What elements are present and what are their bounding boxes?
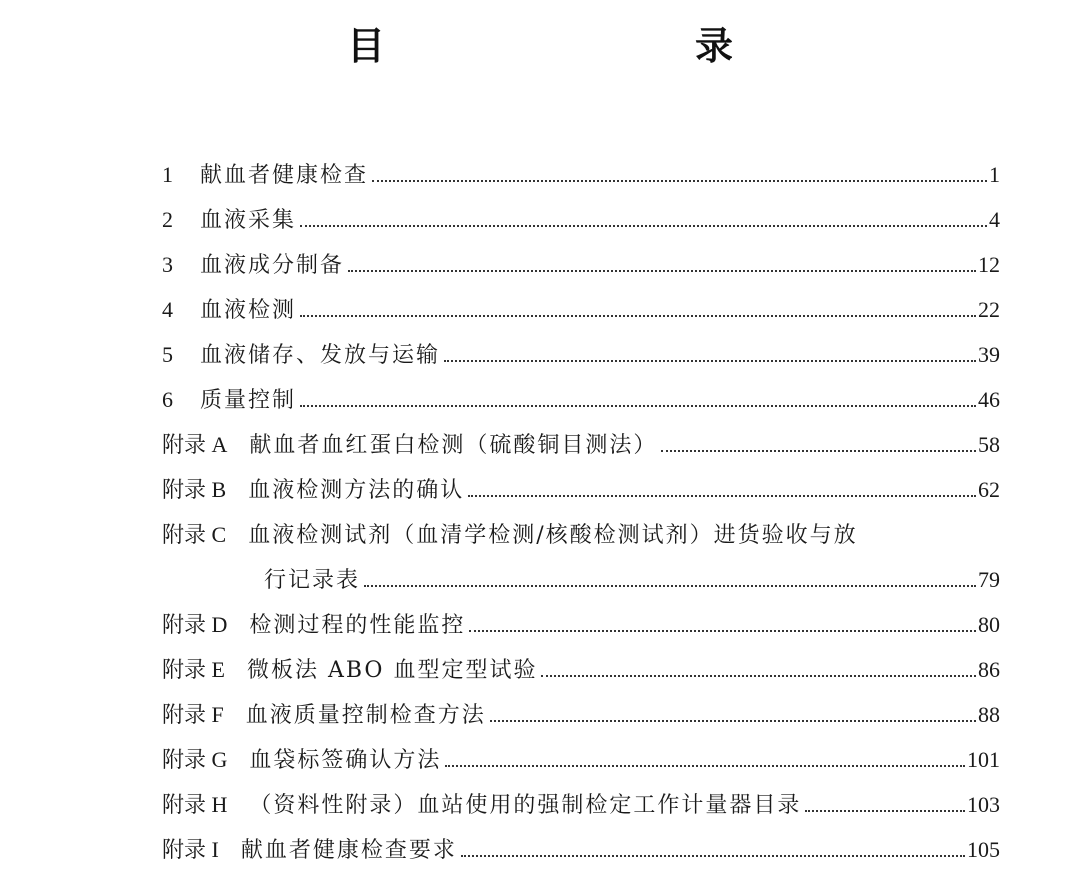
toc-entry-title: 献血者健康检查要求 xyxy=(240,838,457,863)
toc-entry-page: 86 xyxy=(978,657,1000,682)
toc-entry-number: 附录 E xyxy=(162,657,225,682)
toc-entry-title: 微板法 ABO 血型定型试验 xyxy=(246,658,538,683)
toc-entry-title: （资料性附录）血站使用的强制检定工作计量器目录 xyxy=(249,793,802,818)
toc-entry-title: 血液质量控制检查方法 xyxy=(245,703,486,728)
dot-leader xyxy=(348,269,976,272)
toc-entry-title: 血液检测 xyxy=(200,298,297,323)
toc-entry-number: 附录 H xyxy=(162,792,228,817)
toc-entry-number: 1 xyxy=(162,162,173,187)
toc-entry[interactable] xyxy=(162,647,1000,692)
toc-entry-page: 80 xyxy=(978,612,1000,637)
toc-entry-page: 1 xyxy=(989,162,1000,187)
toc-entry-number: 附录 B xyxy=(162,477,227,502)
toc-entry-title: 献血者血红蛋白检测（硫酸铜目测法） xyxy=(249,433,658,458)
toc-entry-number: 4 xyxy=(162,297,173,322)
toc-entry-page: 103 xyxy=(967,792,1000,817)
toc-entry[interactable] xyxy=(162,467,1000,512)
toc-entry-title: 质量控制 xyxy=(200,388,297,413)
page-title: 目 录 xyxy=(346,24,811,68)
toc-entry-number: 附录 F xyxy=(162,702,224,727)
toc-entry-page: 62 xyxy=(978,477,1000,502)
toc-entry-page: 79 xyxy=(978,567,1000,592)
toc-entry-page: 58 xyxy=(978,432,1000,457)
dot-leader xyxy=(300,404,976,407)
toc-entry-page: 46 xyxy=(978,387,1000,412)
toc-entry-number: 附录 I xyxy=(162,837,219,862)
dot-leader xyxy=(469,629,976,632)
toc-entry-page: 12 xyxy=(978,252,1000,277)
toc-entry-continuation[interactable] xyxy=(162,557,1000,602)
dot-leader xyxy=(300,224,987,227)
toc-entry-title: 血液检测试剂（血清学检测/核酸检测试剂）进货验收与放 xyxy=(248,523,858,548)
toc-entry-title: 血液成分制备 xyxy=(200,253,345,278)
dot-leader xyxy=(444,359,976,362)
toc-entry-title: 血袋标签确认方法 xyxy=(249,748,442,773)
toc-entry-page: 4 xyxy=(989,207,1000,232)
dot-leader xyxy=(445,764,965,767)
table-of-contents xyxy=(162,152,1000,872)
toc-entry[interactable] xyxy=(162,782,1000,827)
dot-leader xyxy=(541,674,976,677)
dot-leader xyxy=(490,719,976,722)
toc-entry-title: 血液检测方法的确认 xyxy=(248,478,465,503)
toc-entry-number: 附录 A xyxy=(162,432,228,457)
toc-entry[interactable] xyxy=(162,197,1000,242)
toc-entry[interactable] xyxy=(162,377,1000,422)
toc-entry-title: 检测过程的性能监控 xyxy=(249,613,466,638)
toc-entry-number: 3 xyxy=(162,252,173,277)
dot-leader xyxy=(661,449,976,452)
toc-entry-number: 附录 G xyxy=(162,747,228,772)
dot-leader xyxy=(461,854,965,857)
toc-entry[interactable] xyxy=(162,287,1000,332)
dot-leader xyxy=(364,584,976,587)
toc-entry-number: 附录 C xyxy=(162,522,227,547)
toc-entry-title: 血液采集 xyxy=(200,208,297,233)
dot-leader xyxy=(372,179,987,182)
toc-entry[interactable] xyxy=(162,737,1000,782)
toc-entry[interactable] xyxy=(162,422,1000,467)
toc-entry-page: 101 xyxy=(967,747,1000,772)
toc-entry[interactable] xyxy=(162,152,1000,197)
toc-entry-page: 39 xyxy=(978,342,1000,367)
toc-entry-number: 附录 D xyxy=(162,612,228,637)
toc-entry-number: 5 xyxy=(162,342,173,367)
dot-leader xyxy=(805,809,965,812)
toc-entry-page: 88 xyxy=(978,702,1000,727)
toc-entry[interactable] xyxy=(162,332,1000,377)
toc-entry-page: 22 xyxy=(978,297,1000,322)
toc-entry-title-continued: 行记录表 xyxy=(264,568,361,593)
toc-entry[interactable] xyxy=(162,512,1000,557)
toc-entry-page: 105 xyxy=(967,837,1000,862)
dot-leader xyxy=(468,494,976,497)
toc-entry[interactable] xyxy=(162,827,1000,872)
toc-entry[interactable] xyxy=(162,242,1000,287)
dot-leader xyxy=(300,314,976,317)
toc-entry[interactable] xyxy=(162,602,1000,647)
toc-entry[interactable] xyxy=(162,692,1000,737)
toc-entry-number: 6 xyxy=(162,387,173,412)
toc-entry-title: 血液储存、发放与运输 xyxy=(200,343,441,368)
toc-entry-title: 献血者健康检查 xyxy=(200,163,369,188)
toc-entry-number: 2 xyxy=(162,207,173,232)
